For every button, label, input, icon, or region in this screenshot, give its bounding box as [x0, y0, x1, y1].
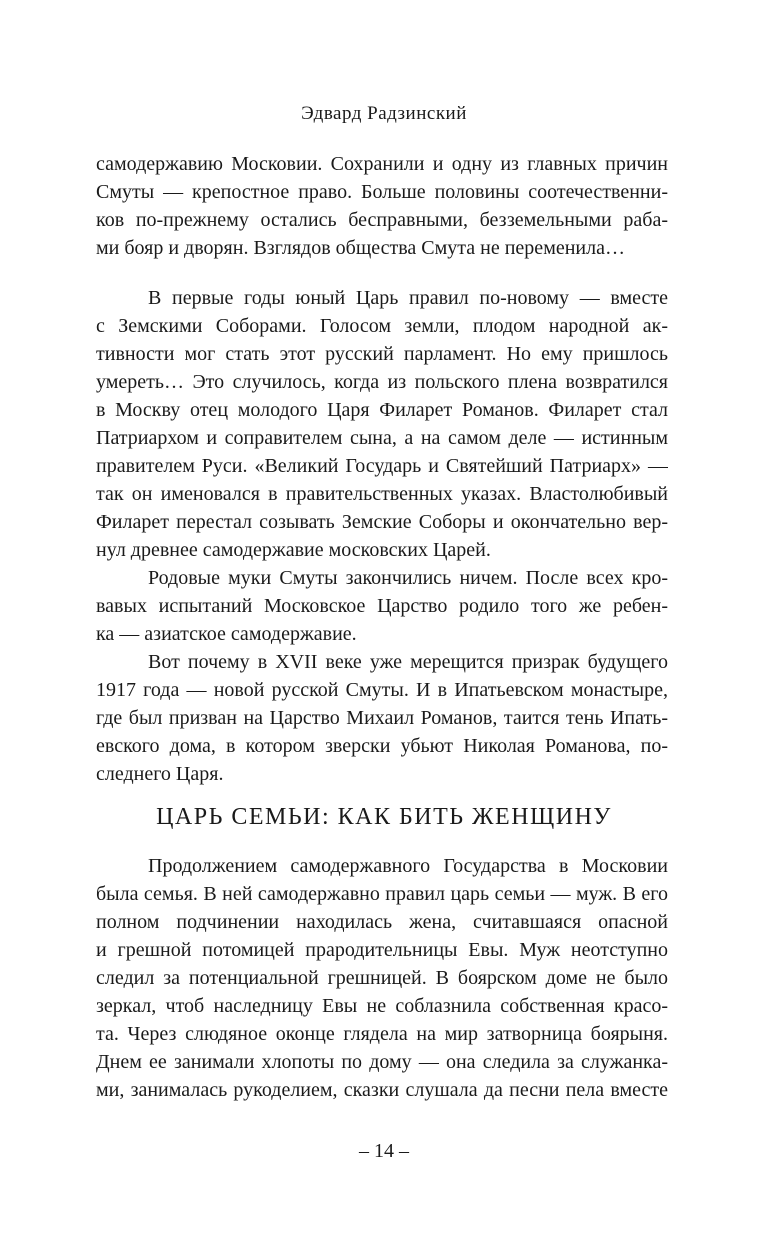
- text-line: тивности мог стать этот русский парламент. Но ему пришлось: [96, 343, 668, 365]
- text-line: и грешной потомицей прародительницы Евы. Муж неотступно: [96, 939, 668, 961]
- text-line: ми, занималась рукоделием, сказки слушала да песни пела вместе: [96, 1079, 668, 1101]
- text-line: ков по-прежнему остались бесправными, безземельными раба-: [96, 209, 668, 231]
- text-line: В первые годы юный Царь правил по-новому — вместе: [148, 287, 668, 309]
- text-line: евского дома, в котором зверски убьют Николая Романова, по-: [96, 735, 668, 757]
- text-line: где был призван на Царство Михаил Романов, таится тень Ипать-: [96, 707, 668, 729]
- text-line: та. Через слюдяное оконце глядела на мир затворница боярыня.: [96, 1023, 668, 1045]
- text-line: умереть… Это случилось, когда из польского плена возвратился: [96, 371, 668, 393]
- text-line: следнего Царя.: [96, 763, 224, 785]
- text-line: Днем ее занимали хлопоты по дому — она следила за служанка-: [96, 1051, 668, 1073]
- text-line: самодержавию Московии. Сохранили и одну из главных причин: [96, 153, 668, 175]
- text-line: полном подчинении находилась жена, считавшаяся опасной: [96, 911, 668, 933]
- text-line: Вот почему в XVII веке уже мерещится призрак будущего: [148, 651, 668, 673]
- text-line: Патриархом и соправителем сына, а на самом деле — истинным: [96, 427, 668, 449]
- text-line: следил за потенциальной грешницей. В боярском доме не было: [96, 967, 668, 989]
- text-line: так он именовался в правительственных указах. Властолюбивый: [96, 483, 668, 505]
- text-line: правителем Руси. «Великий Государь и Святейший Патриарх» —: [96, 455, 668, 477]
- text-line: в Москву отец молодого Царя Филарет Романов. Филарет стал: [96, 399, 668, 421]
- paragraph-continuation: [96, 150, 668, 262]
- running-head-author: Эдвард Радзинский: [301, 103, 467, 124]
- text-line: Смуты — крепостное право. Больше половины соотечественни-: [96, 181, 668, 203]
- section-heading: ЦАРЬ СЕМЬИ: КАК БИТЬ ЖЕНЩИНУ: [156, 804, 612, 830]
- text-line: ка — азиатское самодержавие.: [96, 623, 357, 645]
- section-paragraph: [96, 852, 668, 1104]
- body-paragraphs: [96, 284, 668, 788]
- text-line: Продолжением самодержавного Государства в Московии: [148, 855, 668, 877]
- text-line: была семья. В ней самодержавно правил царь семьи — муж. В его: [96, 883, 668, 905]
- page-number: – 14 –: [359, 1140, 409, 1162]
- text-line: нул древнее самодержавие московских Царей.: [96, 539, 491, 561]
- text-line: вавых испытаний Московское Царство родило того же ребен-: [96, 595, 668, 617]
- text-line: 1917 года — новой русской Смуты. И в Ипатьевском монастыре,: [96, 679, 668, 701]
- text-line: Родовые муки Смуты закончились ничем. После всех кро-: [148, 567, 668, 589]
- text-line: Филарет перестал созывать Земские Соборы и окончательно вер-: [96, 511, 668, 533]
- text-line: ми бояр и дворян. Взглядов общества Смута не переменила…: [96, 237, 625, 259]
- text-line: с Земскими Соборами. Голосом земли, плодом народной ак-: [96, 315, 668, 337]
- text-line: зеркал, чтоб наследницу Евы не соблазнила собственная красо-: [96, 995, 668, 1017]
